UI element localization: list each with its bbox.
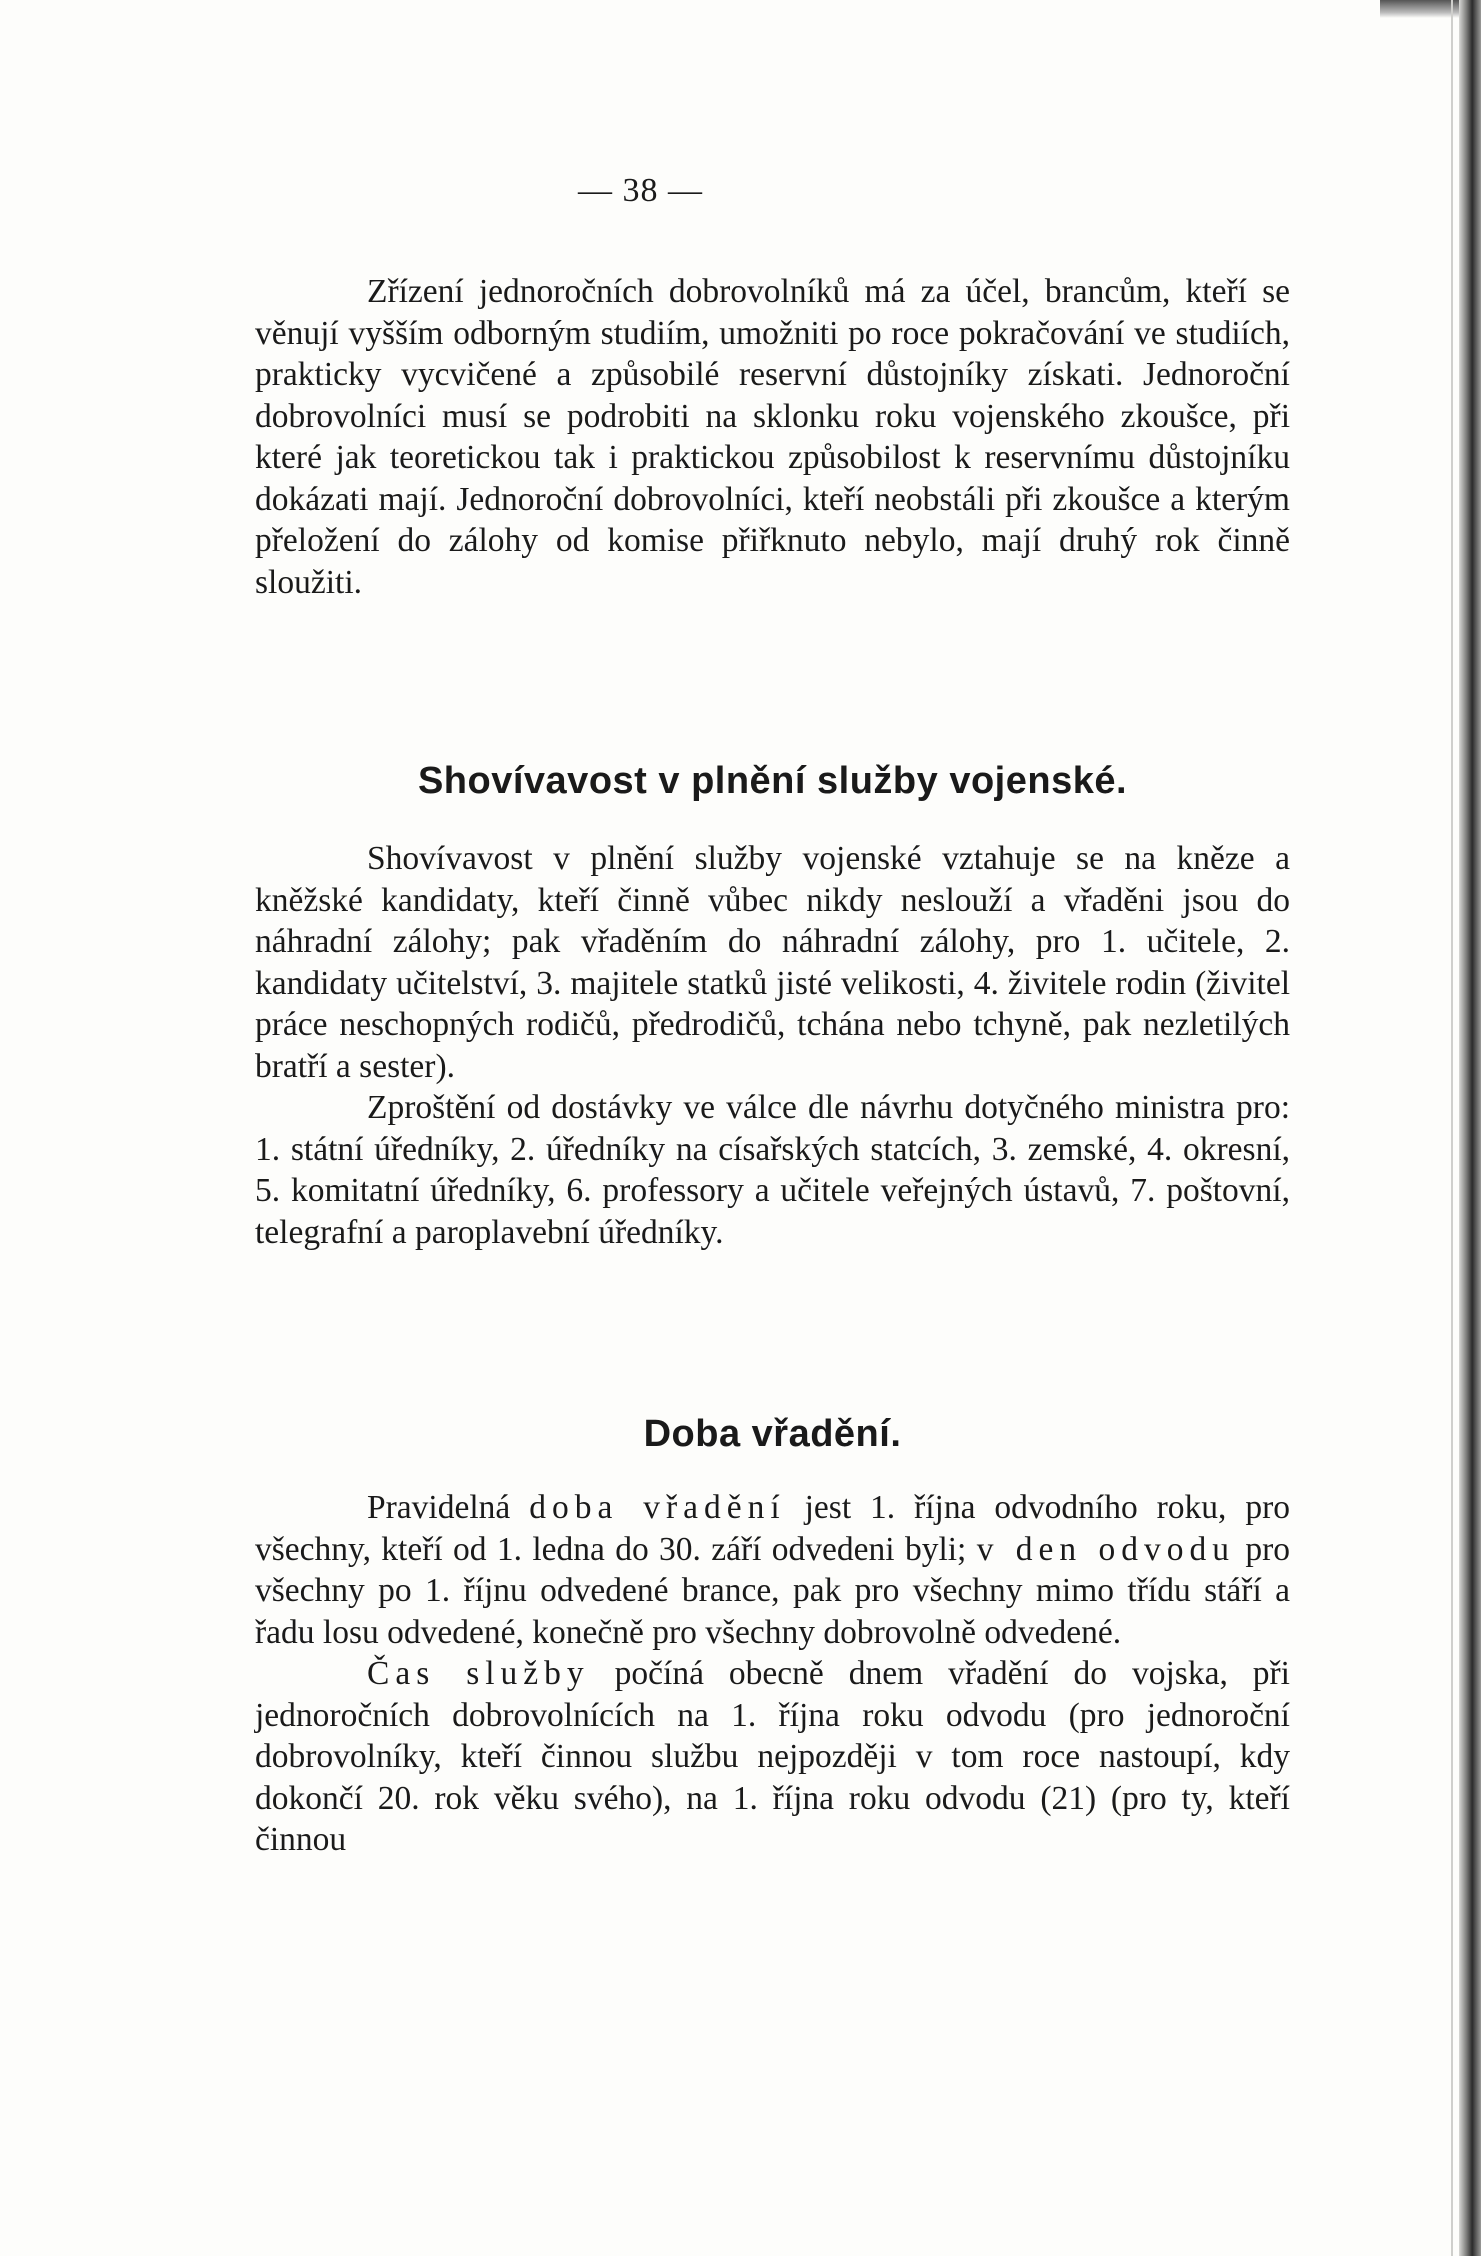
doba-p1-end: pro všechny po 1. říjnu odvedené brance, pak pro všechny mimo třídu stáří a řadu losu odvedené, konečně pro všechny dobrovolně odvedené. (255, 1530, 1291, 1651)
shovivavost-paragraph-2: Zproštění od dostávky ve válce dle návrhu dotyčného ministra pro: 1. státní úředníky, 2. úředníky na císařských statcích, 3. zemské, 4. okresní, 5. komitatní úředníky, 6. professory a učitele veřejných ústavů, 7. poštovní, telegrafní a paroplavební úředníky. (255, 1089, 1290, 1251)
page-number: — 38 — (578, 172, 703, 209)
shovivavost-section (255, 838, 1290, 1253)
doba-p2-rest: počíná obecně dnem vřadění do vojska, při jednoročních dobrovolnících na 1. října roku odvodu (pro jednoroční dobrovolníky, kteří činnou službu nejpozději v tom roce nastoupí, kdy dokončí 20. rok věku svého), na 1. října roku odvodu (21) (pro ty, kteří činnou (255, 1655, 1290, 1858)
book-spine-edge (1459, 0, 1481, 2256)
page-right-margin-line (1451, 0, 1453, 2256)
doba-p1-emphasis-1: doba vřadění (529, 1489, 786, 1526)
intro-paragraph: Zřízení jednoročních dobrovolníků má za účel, brancům, kteří se věnují vyšším odborným studiím, umožniti po roce pokračování ve studiích, prakticky vycvičené a způsobilé reservní důstojníky získati. Jednoroční dobrovolníci musí se podrobiti na sklonku roku vojenského zkoušce, při které jak teoretickou tak i praktickou způsobilost k reservnímu důstojníku dokázati mají. Jednoroční dobrovolníci, kteří neobstáli při zkoušce a kterým přeložení do zálohy od komise přiřknuto nebylo, mají druhý rok činně sloužiti. (255, 273, 1290, 601)
shovivavost-paragraph-1: Shovívavost v plnění služby vojenské vztahuje se na kněze a kněžské kandidaty, kteří činně vůbec nikdy neslouží a vřaděni jsou do náhradní zálohy; pak vřaděním do náhradní zálohy, pro 1. učitele, 2. kandidaty učitelství, 3. majitele statků jisté velikosti, 4. živitele rodin (živitel práce neschopných rodičů, předrodičů, tchána nebo tchyně, pak nezletilých bratří a sester). (255, 840, 1290, 1085)
doba-p1-start: Pravidelná (367, 1489, 530, 1526)
doba-paragraph-1 (255, 1487, 1290, 1653)
doba-paragraph-2 (255, 1653, 1290, 1861)
doba-p1-middle: jest 1. října odvodního roku, pro všechny, kteří od 1. ledna do 30. září odvedeni byli; (255, 1489, 1290, 1568)
doba-section (255, 1487, 1290, 1861)
doba-p1-emphasis-2: v den odvodu (976, 1530, 1236, 1568)
doba-p2-emphasis: Čas služby (367, 1655, 590, 1692)
intro-section (255, 271, 1290, 603)
heading-shovivavost: Shovívavost v plnění služby vojenské. (417, 760, 1128, 802)
heading-doba-vradeni: Doba vřadění. (643, 1413, 902, 1455)
